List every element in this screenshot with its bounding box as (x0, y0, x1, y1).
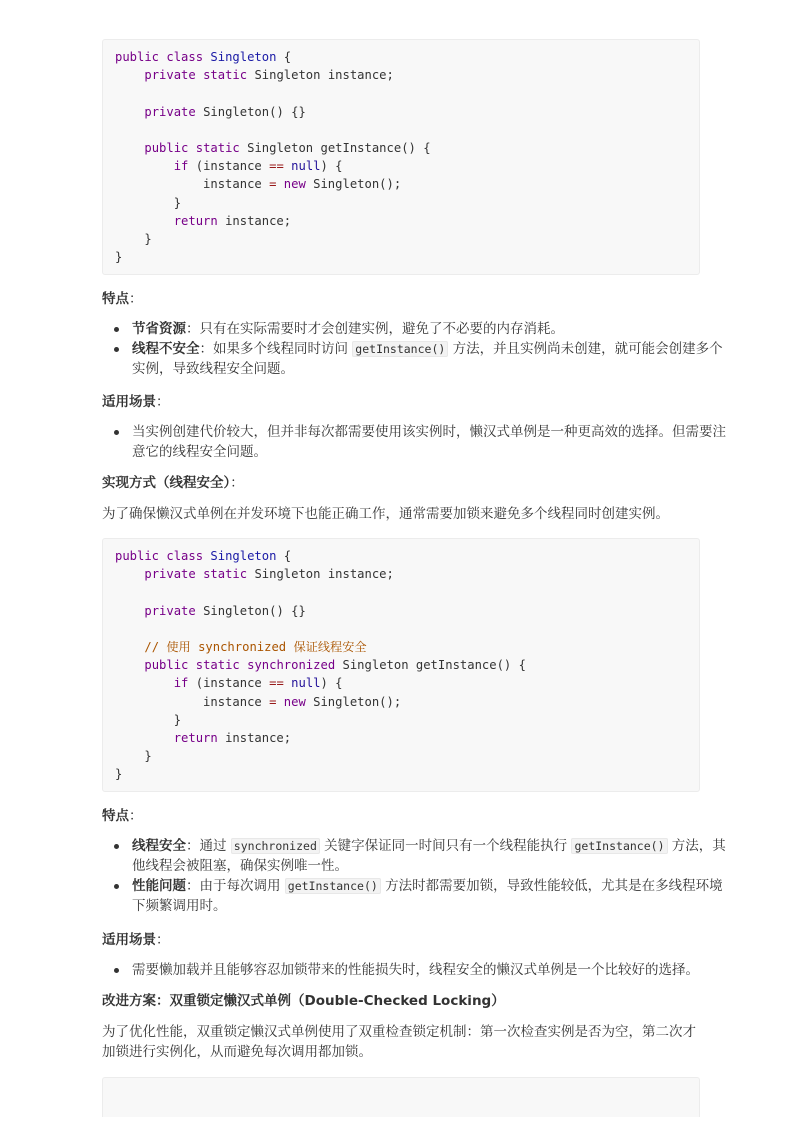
improve-heading (102, 991, 700, 1011)
feature-text: 关键字保证同一时间只有一个线程能执行 (319, 838, 572, 854)
code-token: private (144, 68, 196, 83)
code-line (115, 638, 687, 656)
code-token: public (115, 549, 160, 563)
heading-text: 适用场景 (102, 932, 156, 948)
code-line (115, 693, 687, 711)
code-block-lazy-singleton[interactable] (102, 39, 700, 275)
code-token: Singleton() {} (195, 104, 306, 119)
feature-text: ：由于每次调用 (186, 878, 285, 894)
code-token: new (283, 694, 306, 709)
colon: ： (129, 291, 143, 307)
code-token (240, 658, 247, 672)
code-token: class (166, 549, 204, 563)
feature-text: 方法，并且实例尚未创建，就可能会创建多个实例，导致线程安全问题。 (132, 341, 723, 377)
code-token: Singleton(); (305, 694, 402, 709)
feature-text: ：只有在实际需要时才会创建实例，避免了不必要的内存消耗。 (186, 321, 564, 337)
code-line (115, 103, 687, 121)
code-line (115, 139, 687, 157)
code-token: = (269, 177, 277, 192)
feature-title: 线程安全 (132, 838, 186, 854)
features-heading-2 (102, 806, 700, 826)
code-token: Singleton getInstance() { (335, 658, 526, 673)
code-token: new (283, 177, 306, 192)
code-line (115, 175, 687, 193)
code-token: public (115, 50, 160, 64)
code-line (115, 602, 687, 620)
improve-description (102, 1022, 700, 1062)
code-token: instance; (217, 213, 292, 228)
code-token: if (173, 159, 189, 174)
code-line (115, 121, 687, 139)
code-token: (instance (188, 676, 270, 691)
code-token: public (144, 140, 189, 155)
code-token (115, 159, 174, 173)
code-token: Singleton (210, 549, 277, 563)
usage-heading-2 (102, 930, 700, 950)
code-token: ) { (320, 676, 343, 691)
usage-heading-1 (102, 392, 700, 412)
heading-text: 实现方式（线程安全） (102, 475, 231, 491)
code-token: // 使用 synchronized 保证线程安全 (144, 639, 367, 654)
feature-item (132, 339, 730, 379)
code-token (115, 68, 144, 82)
code-token: Singleton instance; (247, 68, 394, 83)
code-token (115, 567, 144, 581)
code-line (115, 212, 687, 230)
usage-item: 需要懒加载并且能够容忍加锁带来的性能损失时，线程安全的懒汉式单例是一个比较好的选择。 (132, 960, 730, 980)
inline-code: getInstance() (285, 878, 381, 894)
code-token (115, 105, 144, 119)
code-line (115, 547, 687, 565)
code-token: } (115, 712, 182, 727)
code-token: instance (115, 694, 270, 709)
code-token: null (291, 159, 321, 174)
code-token (276, 177, 283, 191)
code-token: { (276, 50, 292, 64)
code-token: static (195, 658, 240, 673)
code-token (276, 695, 283, 709)
code-token: Singleton (210, 50, 277, 64)
code-line (115, 157, 687, 175)
code-line (115, 674, 687, 692)
code-token: } (115, 195, 182, 210)
code-token: } (115, 767, 123, 782)
code-token (115, 604, 144, 618)
impl-desc-text: 为了确保懒汉式单例在并发环境下也能正确工作，通常需要加锁来避免多个线程同时创建实例。 (102, 506, 669, 522)
code-token: == (269, 676, 284, 691)
code-token: } (115, 749, 152, 764)
features-list-2 (102, 836, 730, 916)
code-token: ) { (320, 159, 343, 174)
code-token: private (144, 603, 196, 618)
heading-text: 特点 (102, 291, 129, 307)
inline-code: synchronized (231, 838, 320, 854)
feature-title: 线程不安全 (132, 341, 200, 357)
code-line (115, 765, 687, 783)
code-token: (instance (188, 159, 270, 174)
code-token: static (203, 567, 248, 582)
inline-code: getInstance() (352, 341, 448, 357)
code-token: } (115, 250, 123, 265)
code-token: synchronized (247, 658, 336, 673)
code-token: if (173, 676, 189, 691)
code-line (115, 48, 687, 66)
inline-code: getInstance() (571, 838, 667, 854)
usage-list-2 (102, 960, 730, 980)
code-line (115, 84, 687, 102)
code-token: private (144, 104, 196, 119)
feature-item (132, 836, 730, 876)
impl-description (102, 504, 700, 524)
code-line (115, 583, 687, 601)
code-block-synchronized-singleton[interactable] (102, 538, 700, 792)
code-token: } (115, 231, 152, 246)
code-token (196, 567, 203, 581)
code-line (115, 747, 687, 765)
feature-title: 节省资源 (132, 321, 186, 337)
code-line (115, 565, 687, 583)
feature-text: 方法时都需要加锁，导致性能较低，尤其是在多线程环境下频繁调用时。 (132, 878, 723, 914)
feature-item (132, 319, 730, 339)
colon: ： (156, 394, 170, 410)
code-token: instance; (217, 730, 292, 745)
code-token: == (269, 159, 284, 174)
feature-item (132, 876, 730, 916)
heading-text: 特点 (102, 808, 129, 824)
feature-text: ：通过 (186, 838, 231, 854)
code-line (115, 656, 687, 674)
colon: ： (156, 932, 170, 948)
code-line (115, 230, 687, 248)
code-token (188, 658, 195, 672)
code-token: = (269, 694, 277, 709)
code-token: Singleton() {} (195, 603, 306, 618)
code-token: { (276, 549, 292, 563)
heading-text: 适用场景 (102, 394, 156, 410)
code-token (115, 640, 144, 654)
code-line (115, 194, 687, 212)
code-token: static (203, 68, 248, 83)
code-token: private (144, 567, 196, 582)
code-line (115, 66, 687, 84)
code-token (115, 214, 174, 228)
code-line (115, 711, 687, 729)
code-token (188, 141, 195, 155)
code-token (115, 658, 144, 672)
heading-text: 改进方案：双重锁定懒汉式单例（Double-Checked Locking） (102, 993, 505, 1009)
feature-text: ：如果多个线程同时访问 (199, 341, 353, 357)
impl-heading (102, 473, 700, 493)
code-token: public (144, 658, 189, 673)
code-line (115, 248, 687, 266)
improve-desc-text: 为了优化性能，双重锁定懒汉式单例使用了双重检查锁定机制：第一次检查实例是否为空，第二次才加锁进行实例化，从而避免每次调用都加锁。 (102, 1024, 696, 1060)
code-line (115, 620, 687, 638)
feature-title: 性能问题 (132, 878, 186, 894)
usage-item: 当实例创建代价较大，但并非每次都需要使用该实例时，懒汉式单例是一种更高效的选择。但需要注意它的线程安全问题。 (132, 422, 730, 462)
code-token (115, 676, 174, 690)
code-line (115, 729, 687, 747)
code-token: class (166, 50, 204, 64)
usage-list-1 (102, 422, 730, 462)
code-token: null (291, 676, 321, 691)
code-token: Singleton getInstance() { (239, 140, 431, 155)
code-token (115, 141, 144, 155)
code-block-double-checked[interactable] (102, 1077, 700, 1117)
features-list-1 (102, 319, 730, 379)
code-token: Singleton(); (305, 177, 402, 192)
code-token (196, 68, 203, 82)
features-heading-1 (102, 289, 700, 309)
code-token (115, 731, 174, 745)
feature-text: 方法，其他线程会被阻塞，确保实例唯一性。 (132, 838, 726, 874)
colon: ： (230, 475, 244, 491)
code-token: instance (115, 177, 270, 192)
code-token: static (195, 140, 240, 155)
colon: ： (129, 808, 143, 824)
code-token: return (173, 213, 218, 228)
code-token: Singleton instance; (247, 567, 394, 582)
code-token: return (173, 730, 218, 745)
